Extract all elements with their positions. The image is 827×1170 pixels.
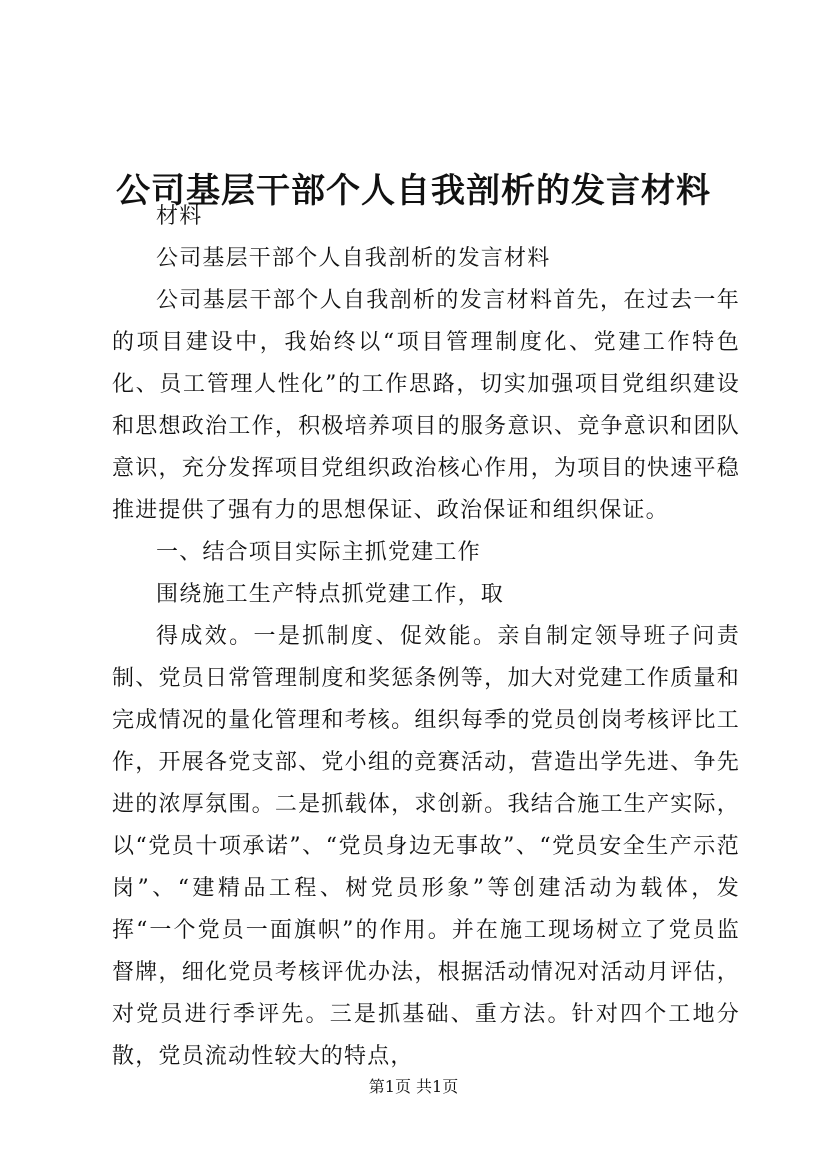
page-number: 第1页 共1页: [368, 1077, 459, 1096]
section-heading: 一、结合项目实际主抓党建工作: [156, 540, 481, 565]
paragraph-subtitle: 公司基层干部个人自我剖析的发言材料: [156, 246, 551, 271]
document-body: [112, 196, 740, 1078]
paragraph-lead: 围绕施工生产特点抓党建工作，取: [156, 582, 505, 607]
document-title: 公司基层干部个人自我剖析的发言材料: [116, 170, 711, 211]
paragraph-material: 材料: [156, 204, 203, 229]
paragraph-main: 得成效。一是抓制度、促效能。亲自制定领导班子问责制、党员日常管理制度和奖惩条例等，加大对党建工作质量和完成情况的量化管理和考核。组织每季的党员创岗考核评比工作，开展各党支部、党小组的竞赛活动，营造出学先进、争先进的浓厚氛围。二是抓载体，求创新。我结合施工生产实际，以“党员十项承诺”、“党员身边无事故”、“党员安全生产示范岗”、“建精品工程、树党员形象”等创建活动为载体，发挥“一个党员一面旗帜”的作用。并在施工现场树立了党员监督牌，细化党员考核评优办法，根据活动情况对活动月评估，对党员进行季评先。三是抓基础、重方法。针对四个工地分散，党员流动性较大的特点，: [112, 624, 740, 1069]
paragraph-intro: 公司基层干部个人自我剖析的发言材料首先，在过去一年的项目建设中，我始终以“项目管理制度化、党建工作特色化、员工管理人性化”的工作思路，切实加强项目党组织建设和思想政治工作，积极培养项目的服务意识、竞争意识和团队意识，充分发挥项目党组织政治核心作用，为项目的快速平稳推进提供了强有力的思想保证、政治保证和组织保证。: [112, 288, 740, 523]
